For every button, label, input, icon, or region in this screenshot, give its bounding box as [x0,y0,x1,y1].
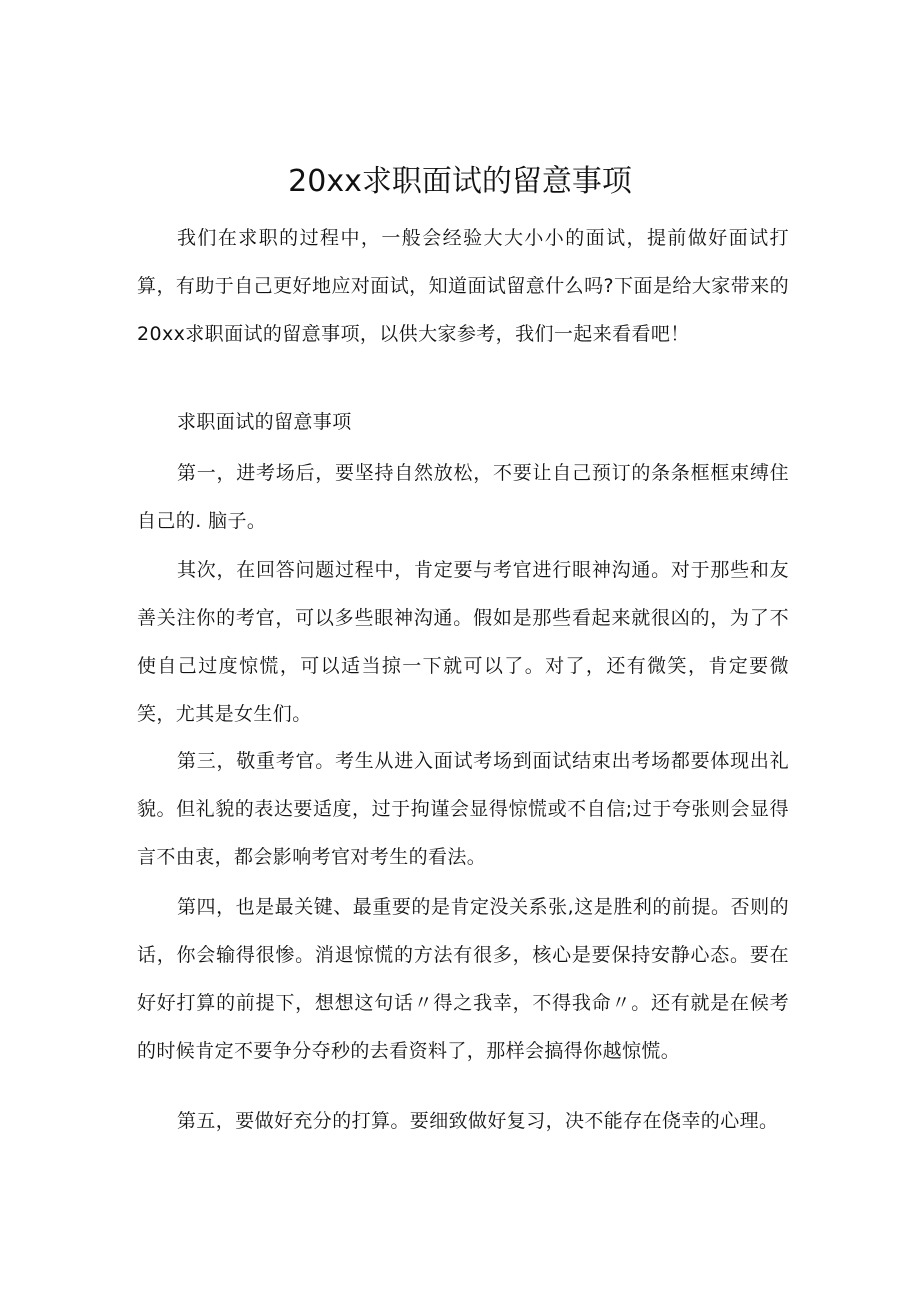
document-title: 20xx求职面试的留意事项 [288,164,632,200]
paragraph-fourth: 第四，也是最关键、最重要的是肯定没关系张,这是胜利的前提。否则的话，你会输得很惨。消退惊慌的方法有很多，核心是要保持安静心态。要在好好打算的前提下，想想这句话〃得之我幸，不得我命〃。还有就是在候考的时候肯定不要争分夺秒的去看资料了，那样会搞得你越惊慌。 [137,896,789,1062]
paragraph-fifth: 第五，要做好充分的打算。要细致做好复习，决不能存在侥幸的心理。 [177,1110,779,1132]
paragraph-first: 第一，进考场后，要坚持自然放松，不要让自己预订的条条框框束缚住自己的. 脑子。 [137,462,789,532]
paragraph-third: 第三，敬重考官。考生从进入面试考场到面试结束出考场都要体现出礼貌。但礼貌的表达要适度，过于拘谨会显得惊慌或不自信;过于夸张则会显得言不由衷，都会影响考官对考生的看法。 [137,750,789,868]
paragraph-second: 其次，在回答问题过程中，肯定要与考官进行眼神沟通。对于那些和友善关注你的考官，可以多些眼神沟通。假如是那些看起来就很凶的，为了不使自己过度惊慌，可以适当掠一下就可以了。对了，还有微笑，肯定要微笑，尤其是女生们。 [137,559,789,725]
section-heading: 求职面试的留意事项 [177,411,352,433]
intro-paragraph: 我们在求职的过程中，一般会经验大大小小的面试，提前做好面试打算，有助于自己更好地应对面试，知道面试留意什么吗?下面是给大家带来的20xx求职面试的留意事项，以供大家参考，我们一起来看看吧！ [137,227,789,345]
